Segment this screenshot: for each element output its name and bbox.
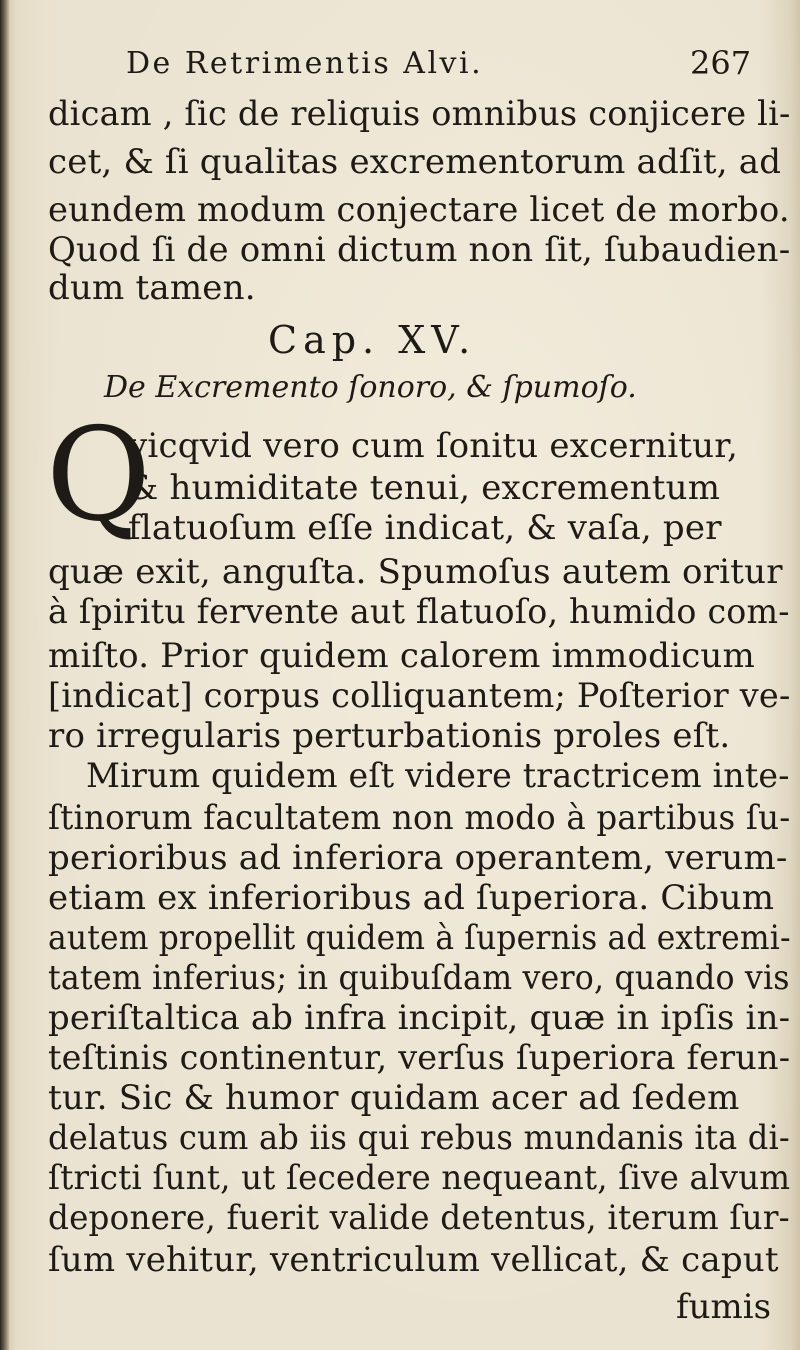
text-line: autem propellit quidem à ſupernis ad extremi-	[48, 918, 791, 958]
text-line: dum tamen.	[48, 268, 256, 308]
text-line: periſtaltica ab infra incipit, quæ in ipſis in-	[48, 998, 791, 1038]
text-line: deponere, fuerit valide detentus, iterum ſur-	[48, 1198, 790, 1238]
text-line: delatus cum ab iis qui rebus mundanis ita di-	[48, 1118, 790, 1158]
page-gutter-shadow	[0, 0, 10, 1350]
page-number: 267	[690, 44, 752, 82]
text-line: tur. Sic & humor quidam acer ad ſedem	[48, 1078, 740, 1118]
text-line: vicqvid vero cum ſonitu excernitur,	[128, 426, 738, 466]
drop-cap: Q	[46, 401, 151, 550]
catchword: fumis	[676, 1287, 772, 1327]
text-line: & humiditate tenui, excrementum	[128, 468, 721, 508]
text-line: etiam ex inferioribus ad ſuperiora. Cibum	[48, 878, 775, 918]
text-line: dicam , ſic de reliquis omnibus conjicere li-	[48, 94, 791, 134]
text-line: ſum vehitur, ventriculum vellicat, & caput	[48, 1240, 779, 1280]
text-line: flatuoſum eſſe indicat, & vaſa, per	[128, 508, 722, 548]
chapter-subtitle: De Excremento ſonoro, & ſpumoſo.	[104, 370, 637, 405]
text-line: teſtinis continentur, verſus ſuperiora ferun-	[48, 1038, 791, 1078]
text-line: Mirum quidem eſt videre tractricem inte-	[86, 756, 790, 796]
text-line: Quod ſi de omni dictum non ſit, ſubaudien-	[48, 230, 791, 270]
text-line: ſtinorum facultatem non modo à partibus ſu-	[48, 798, 791, 838]
text-line: quæ exit, anguſta. Spumoſus autem oritur	[48, 552, 783, 592]
text-line: miſto. Prior quidem calorem immodicum	[48, 636, 755, 676]
text-line: à ſpiritu fervente aut flatuoſo, humido com-	[48, 592, 790, 632]
text-line: ro irregularis perturbationis proles eſt.	[48, 716, 731, 756]
text-line: cet, & ſi qualitas excrementorum adſit, ad	[48, 142, 782, 182]
text-line: ſtricti ſunt, ut ſecedere nequeant, ſive alvum	[48, 1158, 791, 1198]
chapter-title: Cap. XV.	[268, 318, 477, 362]
text-line: eundem modum conjectare licet de morbo.	[48, 190, 790, 230]
running-head: De Retrimentis Alvi.	[126, 46, 484, 81]
text-line: [indicat] corpus colliquantem; Poſterior ve-	[48, 676, 791, 716]
text-line: tatem inferius; in quibuſdam vero, quando vis	[48, 958, 790, 998]
text-line: perioribus ad inferiora operantem, verum-	[48, 838, 788, 878]
